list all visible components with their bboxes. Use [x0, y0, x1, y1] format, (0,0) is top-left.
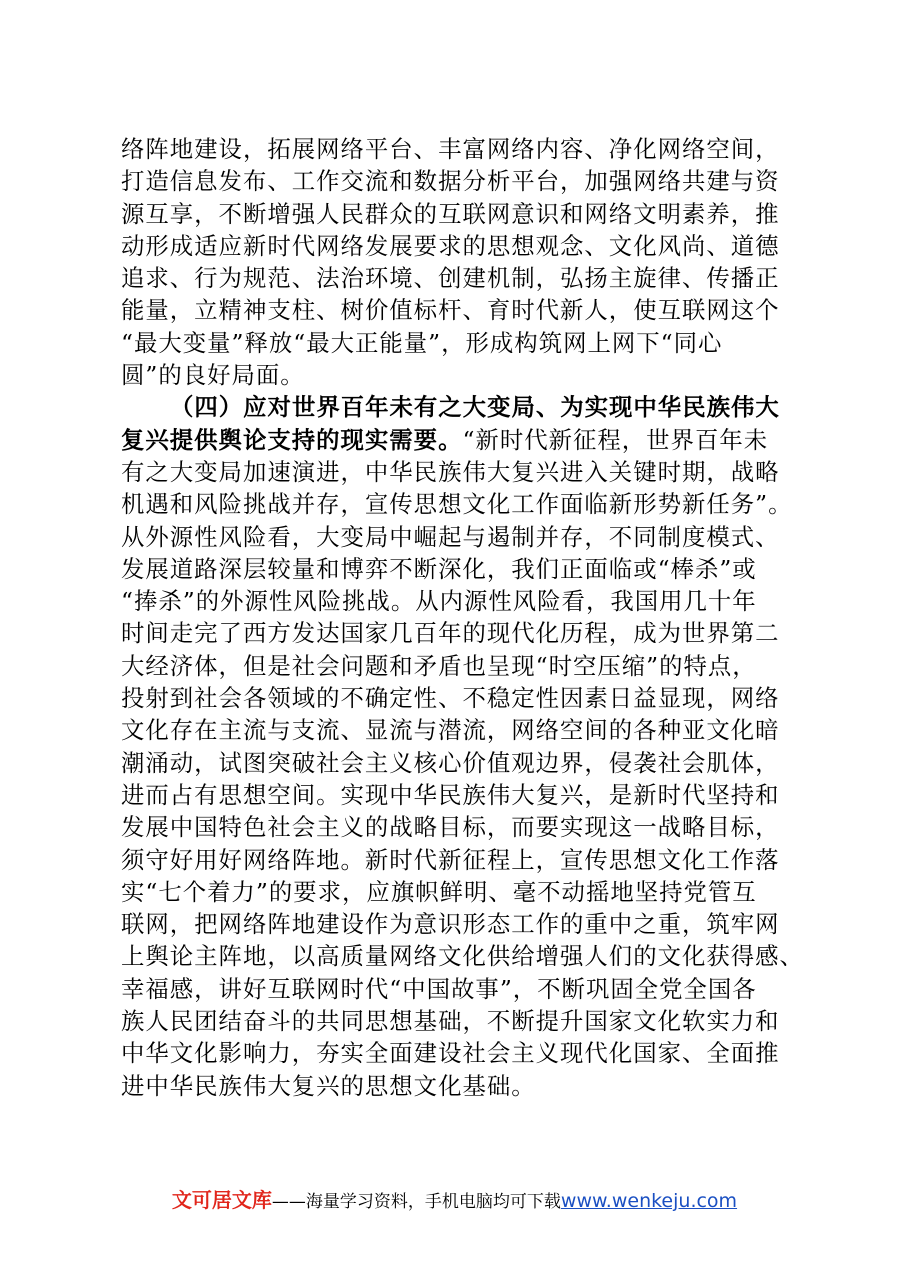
text-line: 上舆论主阵地，以高质量网络文化供给增强人们的文化获得感、 [121, 942, 804, 971]
text-line: 潮涌动，试图突破社会主义核心价值观边界，侵袭社会肌体， [121, 748, 780, 777]
text-line: 发展中国特色社会主义的战略目标，而要实现这一战略目标， [121, 813, 780, 842]
text-line [121, 424, 801, 456]
section-text-run: “新时代新征程，世界百年未 [462, 425, 769, 454]
text-line: 进而占有思想空间。实现中华民族伟大复兴，是新时代坚持和 [121, 780, 780, 809]
section-heading-continued: 复兴提供舆论支持的现实需要。 [121, 425, 463, 454]
text-line: 投射到社会各领域的不确定性、不稳定性因素日益显现，网络 [121, 684, 780, 713]
text-line: “捧杀”的外源性风险挑战。从内源性风险看，我国用几十年 [121, 587, 757, 616]
text-line: 打造信息发布、工作交流和数据分析平台，加强网络共建与资 [121, 167, 780, 196]
text-line: 能量，立精神支柱、树价值标杆、育时代新人，使互联网这个 [121, 296, 780, 325]
text-line: 联网，把网络阵地建设作为意识形态工作的重中之重，筑牢网 [121, 910, 780, 939]
brand-name: 文可居文库 [171, 1188, 272, 1212]
text-line: 中华文化影响力，夯实全面建设社会主义现代化国家、全面推 [121, 1039, 780, 1068]
text-line: 动形成适应新时代网络发展要求的思想观念、文化风尚、道德 [121, 231, 780, 260]
text-line: 源互享，不断增强人民群众的互联网意识和网络文明素养，推 [121, 199, 780, 228]
footer-tagline: ——海量学习资料，手机电脑均可下载 [271, 1192, 561, 1212]
website-link[interactable]: www.wenkeju.com [560, 1190, 738, 1212]
text-line: 幸福感，讲好互联网时代“中国故事”，不断巩固全党全国各 [121, 974, 757, 1003]
text-line: 追求、行为规范、法治环境、创建机制，弘扬主旋律、传播正 [121, 264, 780, 293]
text-line: 进中华民族伟大复兴的思想文化基础。 [121, 1071, 536, 1100]
text-line: 须守好用好网络阵地。新时代新征程上，宣传思想文化工作落 [121, 845, 780, 874]
footer-banner [0, 1184, 909, 1213]
text-line: 大经济体，但是社会问题和矛盾也呈现“时空压缩”的特点， [121, 651, 757, 680]
text-line: 有之大变局加速演进，中华民族伟大复兴进入关键时期，战略 [121, 457, 780, 486]
text-line: “最大变量”释放“最大正能量”，形成构筑网上网下“同心 [121, 328, 723, 357]
text-line: 圆”的良好局面。 [121, 361, 305, 390]
body-text [121, 133, 804, 1102]
text-line: 机遇和风险挑战并存，宣传思想文化工作面临新形势新任务”。 [121, 490, 793, 519]
text-line: 时间走完了西方发达国家几百年的现代化历程，成为世界第二 [121, 619, 780, 648]
text-line: 族人民团结奋斗的共同思想基础，不断提升国家文化软实力和 [121, 1007, 780, 1036]
section-heading: （四）应对世界百年未有之大变局、为实现中华民族伟大 [170, 393, 780, 422]
text-line: 实“七个着力”的要求，应旗帜鲜明、毫不动摇地坚持党管互 [121, 877, 757, 906]
text-line: 络阵地建设，拓展网络平台、丰富网络内容、净化网络空间， [121, 135, 780, 163]
text-line: 发展道路深层较量和博弈不断深化，我们正面临或“棒杀”或 [121, 554, 757, 583]
text-line: 从外源性风险看，大变局中崛起与遏制并存，不同制度模式、 [121, 522, 780, 551]
text-line: 文化存在主流与支流、显流与潜流，网络空间的各种亚文化暗 [121, 716, 780, 745]
